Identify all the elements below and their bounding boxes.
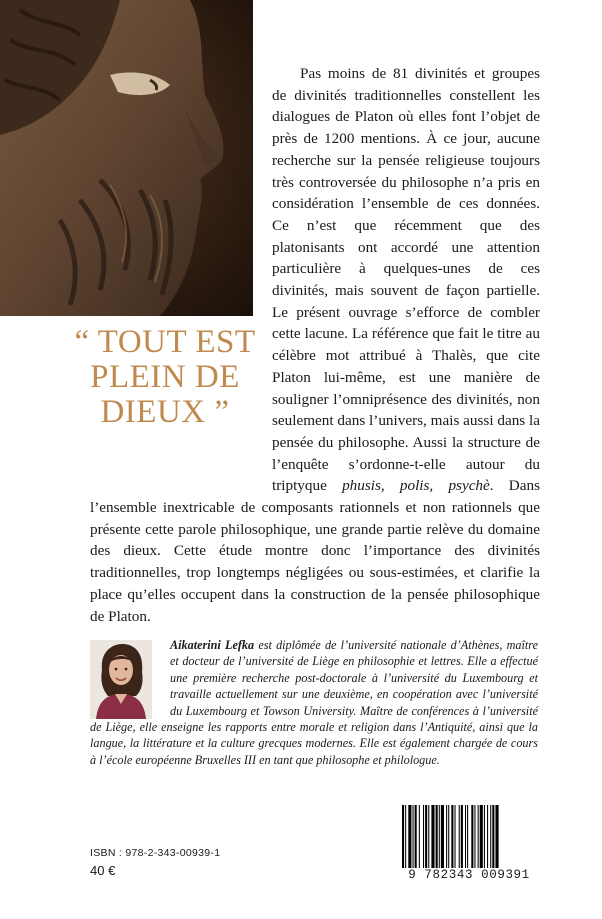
barcode-bar — [436, 805, 438, 871]
barcode-bar — [451, 805, 453, 871]
author-bio-text: est diplômée de l’université nationale d’Athènes, maître et docteur de l’université de Liège en philosophie et lettres. Elle a effectué une première recherche post-doctorale à l’université du Luxembourg et travaille actuellement sur une deuxième, en coopération avec l’université du Luxembourg et Towson University. Maître de conférences à l’université de Liège, elle enseigne les rapports entre morale et religion dans l’Antiquité, ainsi que la langue, la littérature et la culture grecques modernes. Elle est également chargée de cours à l’école européenne Bruxelles III en tant que philosophe et philologue. — [90, 638, 538, 767]
author-bio — [90, 637, 538, 768]
barcode-bar — [459, 805, 460, 871]
barcode-bar — [415, 805, 417, 871]
barcode-bar — [419, 805, 420, 871]
author-name: Aikaterini Lefka — [170, 638, 255, 652]
barcode-bar — [467, 805, 468, 871]
barcode-bar — [461, 805, 463, 871]
summary-tail: . Dans l’ensemble inextricable de composants rationnels et non rationnels que présente cette parole philosophique, une grande partie relève du domaine des dieux. Cette étude montre donc l’importance des divinités traditionnelles, trop longtemps négligées ou sous-estimées, et clarifie la place qu’elles occupent dans la construction de la pensée philosophique de Platon. — [90, 477, 540, 625]
barcode-bar — [465, 805, 466, 871]
barcode-bar — [480, 805, 483, 871]
barcode-bar — [431, 805, 434, 871]
barcode-bar — [425, 805, 427, 871]
barcode-bar — [455, 805, 456, 871]
summary-lead: Pas moins de 81 divinités et groupes de divinités traditionnelles constellent les dialogues de Platon où elles font l’objet de près de 1200 mentions. À ce jour, aucune recherche sur la pensée religieuse toujours très controversée du philosophe n’a pris en considération l’ensemble de ces données. Ce n’est que récemment que des platonisants ont accordé une attention particulière à quelques-unes de ces divinités, mais souvent de façon partielle. Le présent ouvrage s’efforce de combler cette lacune. La référence que fait le titre au célèbre mot attribué à Thalès, que cite Platon lui-même, est une manière de souligner l’omniprésence des divinités, non seulement dans l’univers, mais aussi dans la pensée du philosophe. Aussi la structure de l’enquête s’ordonne-t-elle autour du triptyque — [272, 65, 540, 495]
barcode-bar — [471, 805, 473, 871]
barcode-bar — [413, 805, 414, 871]
barcode-bar — [484, 805, 485, 871]
price: 40 € — [90, 863, 116, 878]
summary-triptych: phusis, polis, psychè — [342, 477, 490, 495]
barcode-number: 9 782343 009391 — [398, 868, 540, 882]
barcode-bar — [448, 805, 449, 871]
barcode-bar — [441, 805, 444, 871]
barcode-bar — [423, 805, 424, 871]
barcode-bar — [428, 805, 429, 871]
isbn: ISBN : 978-2-343-00939-1 — [90, 847, 221, 859]
barcode-bar — [405, 805, 406, 871]
barcode-bar — [408, 805, 411, 871]
title-quote-line: “ TOUT EST — [74, 324, 256, 360]
barcode-bar — [490, 805, 491, 871]
barcode-bars — [398, 805, 540, 871]
title-quote-line: PLEIN DE — [90, 359, 240, 395]
barcode-bar — [402, 805, 404, 871]
barcode-bar — [495, 805, 498, 871]
summary-text — [90, 63, 540, 627]
barcode-bar — [474, 805, 475, 871]
barcode-bar — [492, 805, 494, 871]
barcode-bar — [478, 805, 479, 871]
title-quote-line: DIEUX ” — [100, 394, 230, 430]
barcode-bar — [487, 805, 488, 871]
barcode-bar — [439, 805, 440, 871]
barcode-bar — [446, 805, 447, 871]
